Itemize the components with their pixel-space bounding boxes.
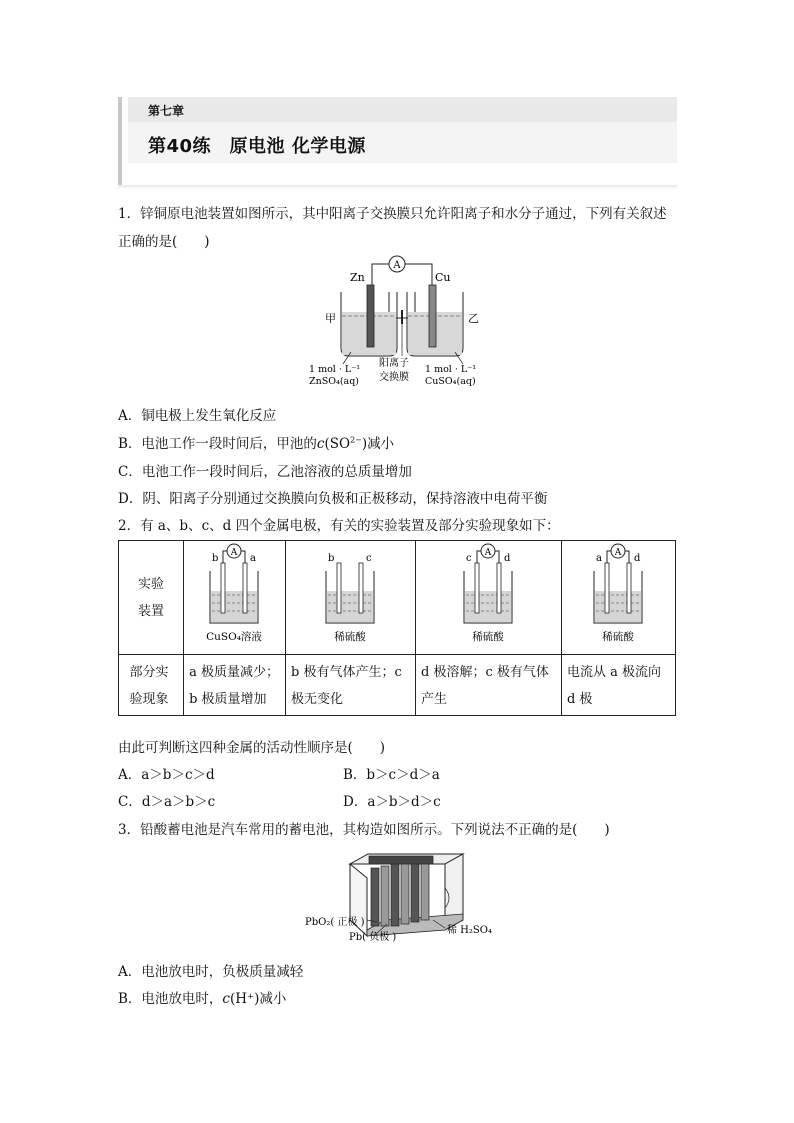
q3-plate-3 [391,864,399,926]
q1-zn-label: Zn [350,271,365,284]
q3-lead-acid-battery-figure [305,848,505,946]
q2-setup-cell-4 [561,541,675,655]
q3-plate-5 [411,860,419,922]
q1-membrane-label-2: 交换膜 [379,372,409,383]
q2-setup-1-solution [211,591,257,622]
q2-setup-3-solution [465,591,511,622]
q1-right-solution-name: CuSO₄(aq) [425,376,476,387]
q1-option-a: A．铜电极上发生氧化反应 [118,408,277,424]
q2-setup-4-wire-left [607,551,611,563]
q3-pbo2-label: PbO₂( 正极 ) [305,917,365,928]
q2-observation-4 [561,655,675,716]
q2-observation-2 [286,655,416,716]
q3-plate-4 [401,862,409,924]
q1-right-solution-conc: 1 mol · L⁻¹ [425,364,477,375]
chapter-label: 第七章 [148,104,185,118]
q2-setup-cell-1 [184,541,286,655]
q2-setup-4-right-label: d [633,553,641,564]
q2-setup-1-right-label: a [250,553,257,564]
q2-setup-4-left-label: a [595,553,602,564]
q1-stem-line2: 正确的是( ) [118,234,210,250]
q2-setup-4-wire-right [625,551,629,563]
q3-option-b-text: B．电池放电时， [118,991,223,1007]
q2-setup-4-ammeter-label: A [614,548,622,558]
q1-galvanic-cell-figure [305,252,495,392]
q2-observation-1 [184,655,286,716]
q2-setup-header [119,541,184,655]
q3-plate-1 [371,868,379,926]
q2-experiment-table [118,540,676,716]
q2-setup-4-solution [595,591,641,622]
q1-cu-electrode [429,285,436,347]
q2-setup-4-solution-label: 稀硫酸 [602,631,634,643]
q3-option-b-c: c [222,991,230,1007]
q2-setup-2-right-electrode [359,563,363,613]
q2-setup-1 [184,541,284,650]
q1-right-cell-label: 乙 [468,312,479,325]
q2-obs-4-l2: d 极 [566,692,593,707]
q2-option-c: C．d＞a＞b＞c [118,794,216,810]
q2-setup-3 [416,541,560,650]
q2-option-a: A．a＞b＞c＞d [118,767,215,783]
q1-cu-label: Cu [435,271,451,284]
q2-setup-1-ammeter-label: A [230,548,238,558]
q1-option-b-so: (SO [324,436,351,452]
q3-option-b-end: (H⁺)减小 [229,991,287,1007]
q3-pb-label: Pb( 负极 ) [349,932,397,943]
q2-setup-row [119,541,676,655]
q2-observation-row [119,655,676,716]
q1-zn-electrode [367,285,374,347]
q2-observation-header [119,655,184,716]
q1-option-b-text: B．电池工作一段时间后，甲池的 [118,436,317,452]
q1-stem-line1: 1．锌铜原电池装置如图所示，其中阳离子交换膜只允许阳离子和水分子通过，下列有关叙述 [118,206,667,222]
q2-setup-cell-2 [286,541,416,655]
q3-option-a: A．电池放电时，负极质量减轻 [118,964,304,980]
q1-option-b-charge: 2− [350,435,362,445]
q2-obs-2-l1: b 极有气体产生；c [291,665,402,680]
q2-setup-3-right-electrode [497,563,501,613]
q1-wire-right [405,264,432,285]
header-divider [118,185,677,189]
q2-option-b: B．b＞c＞d＞a [343,767,440,783]
q2-obs-header-l2: 验现象 [129,692,169,707]
q2-obs-4-l1: 电流从 a 极流向 [566,665,661,680]
q2-setup-2-solution-label: 稀硫酸 [334,631,366,643]
q3-stem: 3．铅酸蓄电池是汽车常用的蓄电池，其构造如图所示。下列说法不正确的是( ) [118,822,610,838]
q2-setup-2-left-label: b [328,553,335,564]
q2-obs-2-l2: 极无变化 [291,692,344,707]
q2-setup-header-l1: 实验 [138,576,165,592]
q2-setup-1-solution-label: CuSO₄溶液 [206,631,262,643]
q2-setup-2 [286,541,414,650]
q2-setup-4 [562,541,674,650]
q2-setup-2-left-electrode [337,563,341,613]
q1-membrane-label-1: 阳离子 [379,358,409,369]
q1-left-solution-conc: 1 mol · L⁻¹ [309,364,361,375]
q2-setup-3-left-label: c [466,553,472,564]
q2-conclusion: 由此可判断这四种金属的活动性顺序是( ) [118,740,386,756]
q2-setup-1-wire-right [241,551,245,563]
q2-setup-3-wire-left [477,551,481,563]
q2-option-d: D．a＞b＞d＞c [343,794,441,810]
q2-setup-2-right-label: c [366,553,372,564]
q2-setup-3-ammeter-label: A [484,548,492,558]
q3-plate-2 [381,866,389,926]
q2-obs-3-l2: 产生 [421,692,448,707]
q2-obs-1-l1: a 极质量减少； [189,665,279,680]
q1-option-b-c: c [316,436,325,452]
q2-setup-1-right-electrode [243,563,247,613]
q2-setup-1-wire-left [223,551,227,563]
q3-option-b [118,987,286,1007]
q2-setup-3-right-label: d [504,553,511,564]
q1-ammeter-label: A [393,260,401,271]
q3-plate-6 [421,858,429,920]
q1-option-d: D．阴、阳离子分别通过交换膜向负极和正极移动，保持溶液中电荷平衡 [118,491,548,507]
q2-observation-3 [416,655,562,716]
q2-setup-2-solution [327,591,373,622]
page-title: 第40练 原电池 化学电源 [148,136,366,157]
chapter-header [118,97,677,189]
q1-wire-left [372,264,389,285]
q2-setup-3-solution-label: 稀硫酸 [472,631,504,643]
q2-obs-header-l1: 部分实 [129,665,169,680]
q1-option-b [118,432,394,452]
q1-left-cell-label: 甲 [325,312,336,325]
q1-option-c: C．电池工作一段时间后，乙池溶液的总质量增加 [118,464,412,480]
q2-setup-1-left-electrode [221,563,225,613]
q2-setup-header-l2: 装置 [138,603,165,619]
q2-setup-1-left-label: b [212,553,219,564]
q2-setup-3-left-electrode [475,563,479,613]
q2-setup-4-right-electrode [627,563,631,613]
q2-setup-3-wire-right [495,551,499,563]
q2-setup-cell-3 [416,541,562,655]
q2-obs-1-l2: b 极质量增加 [189,692,267,707]
header-top-band [128,97,677,122]
q2-setup-4-left-electrode [605,563,609,613]
q3-acid-label: 稀 H₂SO₄ [447,925,492,936]
header-accent-bar [118,97,122,189]
q1-left-solution-name: ZnSO₄(aq) [309,376,359,387]
q1-option-b-end: )减小 [361,436,395,452]
q2-stem: 2．有 a、b、c、d 四个金属电极，有关的实验装置及部分实验现象如下： [118,518,560,534]
q2-obs-3-l1: d 极溶解；c 极有气体 [421,665,549,680]
q3-terminal-bar [369,856,433,864]
